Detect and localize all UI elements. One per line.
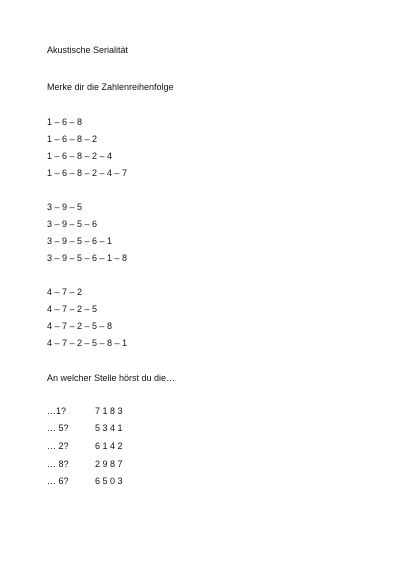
position-digits: 7 1 8 3 <box>95 406 123 416</box>
position-label: … 2? <box>47 441 69 451</box>
position-digits: 2 9 8 7 <box>95 459 123 469</box>
sequence-line: 4 – 7 – 2 <box>47 287 83 297</box>
sequence-line: 1 – 6 – 8 – 2 <box>47 134 98 144</box>
worksheet-title: Akustische Serialität <box>47 45 129 55</box>
position-digits: 6 5 0 3 <box>95 476 123 486</box>
sequence-line: 1 – 6 – 8 <box>47 117 83 127</box>
sequence-line: 4 – 7 – 2 – 5 – 8 <box>47 321 113 331</box>
sequence-line: 4 – 7 – 2 – 5 – 8 – 1 <box>47 338 128 348</box>
sequence-line: 3 – 9 – 5 – 6 – 1 – 8 <box>47 253 128 263</box>
sequence-line: 1 – 6 – 8 – 2 – 4 <box>47 151 113 161</box>
sequence-line: 4 – 7 – 2 – 5 <box>47 304 98 314</box>
sequence-line: 1 – 6 – 8 – 2 – 4 – 7 <box>47 168 128 178</box>
sequence-line: 3 – 9 – 5 – 6 <box>47 219 98 229</box>
instruction-text: Merke dir die Zahlenreihenfolge <box>47 82 174 92</box>
worksheet-page <box>47 0 400 566</box>
position-label: …1? <box>47 406 67 416</box>
sequence-line: 3 – 9 – 5 <box>47 202 83 212</box>
position-label: … 6? <box>47 476 69 486</box>
position-label: … 8? <box>47 459 69 469</box>
position-label: … 5? <box>47 423 69 433</box>
position-digits: 6 1 4 2 <box>95 441 123 451</box>
question-text: An welcher Stelle hörst du die… <box>47 373 176 383</box>
position-digits: 5 3 4 1 <box>95 423 123 433</box>
sequence-line: 3 – 9 – 5 – 6 – 1 <box>47 236 113 246</box>
